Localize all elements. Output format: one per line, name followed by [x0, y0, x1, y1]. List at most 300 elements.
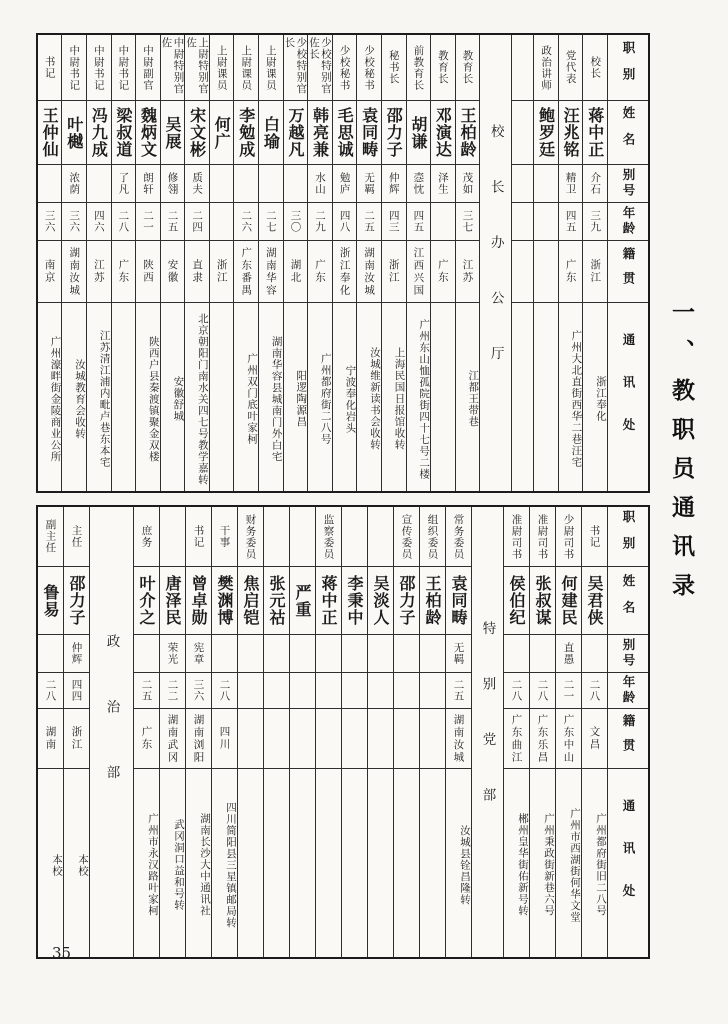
origin-cell: 广东 [431, 241, 455, 303]
address-cell [238, 769, 263, 957]
address-cell: 北京朝阳门南水关四七号教学嘉转 [196, 312, 209, 486]
address-cell: 广州双门底叶家柯 [246, 353, 259, 445]
name-cell: 邵力子 [382, 101, 406, 165]
age-cell: 二五 [446, 673, 471, 709]
address-cell: 上海民国日报馆收转 [393, 347, 406, 451]
origin-cell [238, 709, 263, 769]
name-cell: 张叔谋 [530, 567, 555, 635]
record-column [394, 507, 420, 957]
record-column [333, 35, 358, 491]
address-cell [112, 303, 136, 491]
rank-cell: 上尉课员 [210, 35, 234, 101]
group-label: 校长办公厅 [487, 124, 504, 402]
rank-cell: 中尉书记 [62, 35, 86, 101]
name-cell: 魏炳文 [136, 101, 160, 165]
record-column [290, 507, 316, 957]
rank-cell: 书记 [38, 35, 62, 101]
origin-cell: 湖南汝城 [357, 241, 381, 303]
age-cell: 二五 [357, 203, 381, 241]
age-cell [342, 673, 367, 709]
address-cell: 湖南华容县城南门外白宅 [270, 335, 283, 463]
name-cell: 吴君侠 [582, 567, 607, 635]
rank-cell: 少校秘书 [333, 35, 357, 101]
origin-cell: 浙江 [382, 241, 406, 303]
row-header: 职别 [608, 507, 648, 567]
address-cell: 广州都府街二八号 [319, 353, 332, 445]
alias-cell: 仲辉 [382, 165, 406, 203]
record-column [185, 35, 210, 491]
record-column [534, 35, 559, 491]
rank-cell: 中尉副官 [136, 35, 160, 101]
origin-cell: 广东 [134, 709, 159, 769]
age-cell [368, 673, 393, 709]
age-cell [210, 203, 234, 241]
record-column [264, 507, 290, 957]
address-cell [394, 769, 419, 957]
name-cell: 李秉中 [342, 567, 367, 635]
name-cell: 鲁易 [38, 567, 63, 635]
rank-cell: 少校特别官长 [284, 35, 308, 101]
origin-cell [368, 709, 393, 769]
alias-cell [87, 165, 111, 203]
rank-cell: 监察委员 [316, 507, 341, 567]
name-cell: 白瑜 [259, 101, 283, 165]
age-cell [394, 673, 419, 709]
origin-cell: 浙江 [583, 241, 607, 303]
age-cell: 二八 [38, 673, 63, 709]
address-cell: 本校 [77, 853, 89, 877]
address-cell [342, 769, 367, 957]
page-number: 35 [52, 944, 72, 962]
age-cell: 三七 [456, 203, 480, 241]
age-cell: 二八 [582, 673, 607, 709]
address-cell: 广州市永汉路叶家柯 [147, 813, 159, 917]
name-cell: 汪兆铭 [559, 101, 583, 165]
rank-cell: 准尉司书 [504, 507, 529, 567]
record-column [556, 507, 582, 957]
record-column [64, 507, 90, 957]
age-cell: 二八 [212, 673, 237, 709]
origin-cell: 广东番禺 [234, 241, 258, 303]
age-cell: 二一 [136, 203, 160, 241]
origin-cell: 直隶 [185, 241, 209, 303]
name-cell: 宋文彬 [185, 101, 209, 165]
age-cell: 二四 [185, 203, 209, 241]
alias-cell [534, 165, 558, 203]
name-cell: 樊渊博 [212, 567, 237, 635]
rank-cell: 庶务 [134, 507, 159, 567]
alias-cell: 泽生 [431, 165, 455, 203]
group-label-column [480, 35, 512, 491]
row-header-column [608, 35, 648, 491]
rank-cell: 上尉课员 [259, 35, 283, 101]
alias-cell [530, 635, 555, 673]
record-column [368, 507, 394, 957]
alias-cell: 荣光 [160, 635, 185, 673]
alias-cell [368, 635, 393, 673]
alias-cell [394, 635, 419, 673]
name-cell: 吴淡人 [368, 567, 393, 635]
age-cell [420, 673, 445, 709]
rank-cell: 中尉特别官佐 [161, 35, 185, 101]
origin-cell: 湖南 [38, 709, 63, 769]
address-cell: 四川简阳县三星镇邮局转 [225, 801, 237, 929]
age-cell: 四八 [333, 203, 357, 241]
rank-cell: 中尉书记 [87, 35, 111, 101]
age-cell: 四六 [87, 203, 111, 241]
row-header: 别号 [608, 635, 648, 673]
rank-cell [342, 507, 367, 567]
origin-cell: 湖南汝城 [62, 241, 86, 303]
age-cell: 二七 [259, 203, 283, 241]
record-column [504, 507, 530, 957]
rank-cell [290, 507, 315, 567]
rank-cell: 政治讲师 [534, 35, 558, 101]
origin-cell: 广东 [308, 241, 332, 303]
age-cell: 二八 [112, 203, 136, 241]
address-cell [534, 303, 558, 491]
alias-cell [134, 635, 159, 673]
record-column [420, 507, 446, 957]
rank-cell [368, 507, 393, 567]
record-column [161, 35, 186, 491]
rank-cell: 干事 [212, 507, 237, 567]
age-cell: 三六 [62, 203, 86, 241]
rank-cell: 常务委员 [446, 507, 471, 567]
record-column [582, 507, 608, 957]
alias-cell: 介石 [583, 165, 607, 203]
record-column [87, 35, 112, 491]
alias-cell [238, 635, 263, 673]
address-cell [210, 303, 234, 491]
record-column [342, 507, 368, 957]
group-label-column [472, 507, 504, 957]
row-header: 姓名 [608, 101, 648, 165]
rank-cell: 教育长 [431, 35, 455, 101]
alias-cell [504, 635, 529, 673]
address-cell: 广州大北直街西华二巷汪宅 [570, 330, 583, 468]
age-cell [316, 673, 341, 709]
record-column [62, 35, 87, 491]
rank-cell: 组织委员 [420, 507, 445, 567]
age-cell: 二五 [161, 203, 185, 241]
rank-cell: 主任 [64, 507, 89, 567]
name-cell: 张元祜 [264, 567, 289, 635]
name-cell: 曾卓勋 [186, 567, 211, 635]
alias-cell [259, 165, 283, 203]
origin-cell: 浙江 [210, 241, 234, 303]
alias-cell: 勉庐 [333, 165, 357, 203]
age-cell: 四三 [382, 203, 406, 241]
alias-cell [342, 635, 367, 673]
address-cell: 汝城教育会收转 [74, 358, 87, 440]
rank-cell: 党代表 [559, 35, 583, 101]
alias-cell: 精卫 [559, 165, 583, 203]
record-column [210, 35, 235, 491]
blank-column [512, 35, 534, 491]
alias-cell: 修翎 [161, 165, 185, 203]
name-cell: 袁同畴 [446, 567, 471, 635]
record-column [357, 35, 382, 491]
address-cell: 广州都府街旧二八号 [595, 813, 607, 917]
origin-cell: 江西兴国 [407, 241, 431, 303]
origin-cell: 广东中山 [556, 709, 581, 769]
age-cell: 二八 [530, 673, 555, 709]
origin-cell: 广东 [559, 241, 583, 303]
record-column [136, 35, 161, 491]
age-cell: 四五 [559, 203, 583, 241]
origin-cell [264, 709, 289, 769]
record-column [284, 35, 309, 491]
age-cell [534, 203, 558, 241]
origin-cell [394, 709, 419, 769]
rank-cell: 书记 [186, 507, 211, 567]
alias-cell: 直愚 [556, 635, 581, 673]
row-header: 通讯处 [621, 333, 636, 461]
address-cell: 郴州皇华街佑新号转 [517, 813, 529, 917]
rank-cell: 宣传委员 [394, 507, 419, 567]
alias-cell [582, 635, 607, 673]
origin-cell: 广东乐昌 [530, 709, 555, 769]
name-cell: 邵力子 [64, 567, 89, 635]
address-cell: 江都王带巷 [467, 370, 480, 428]
address-cell [431, 303, 455, 491]
alias-cell [212, 635, 237, 673]
record-column [559, 35, 584, 491]
record-column [134, 507, 160, 957]
rank-cell: 秘书长 [382, 35, 406, 101]
record-column [456, 35, 481, 491]
row-header: 年龄 [608, 203, 648, 241]
address-cell: 广州濠畔街金陵商业公所 [49, 335, 62, 463]
origin-cell [290, 709, 315, 769]
name-cell: 叶樾 [62, 101, 86, 165]
rank-cell: 书记 [582, 507, 607, 567]
rank-cell: 少校特别官佐长 [308, 35, 332, 101]
address-cell: 阳逻陶源昌 [295, 370, 308, 428]
name-cell: 胡谦 [407, 101, 431, 165]
origin-cell: 湖南华容 [259, 241, 283, 303]
address-cell [290, 769, 315, 957]
name-cell: 叶介之 [134, 567, 159, 635]
name-cell: 袁同畴 [357, 101, 381, 165]
alias-cell [290, 635, 315, 673]
origin-cell: 江苏 [456, 241, 480, 303]
origin-cell: 湖南浏阳 [186, 709, 211, 769]
age-cell: 二五 [134, 673, 159, 709]
address-cell: 汝城县铨昌隆转 [459, 824, 471, 906]
alias-cell: 朗轩 [136, 165, 160, 203]
alias-cell [284, 165, 308, 203]
name-cell: 王柏龄 [456, 101, 480, 165]
address-cell [316, 769, 341, 957]
name-cell: 严重 [290, 567, 315, 635]
name-cell: 侯伯纪 [504, 567, 529, 635]
alias-cell [38, 635, 63, 673]
name-cell: 韩亮兼 [308, 101, 332, 165]
age-cell: 三九 [583, 203, 607, 241]
name-cell: 李勉成 [234, 101, 258, 165]
alias-cell: 仲辉 [64, 635, 89, 673]
origin-cell: 文昌 [582, 709, 607, 769]
alias-cell [264, 635, 289, 673]
age-cell: 二九 [308, 203, 332, 241]
name-cell: 鲍罗廷 [534, 101, 558, 165]
name-cell: 蒋中正 [583, 101, 607, 165]
address-cell: 湖南长沙大中通讯社 [199, 813, 211, 917]
row-header: 籍贯 [608, 241, 648, 303]
record-column [212, 507, 238, 957]
group-label: 政治部 [103, 633, 120, 831]
rank-cell: 少校秘书 [357, 35, 381, 101]
origin-cell [342, 709, 367, 769]
address-cell: 江苏清江浦内毗卢巷东本宅 [98, 330, 111, 468]
rank-cell: 少尉司书 [556, 507, 581, 567]
row-header: 籍贯 [608, 709, 648, 769]
name-cell: 王仲仙 [38, 101, 62, 165]
age-cell: 三〇 [284, 203, 308, 241]
address-cell: 本校 [51, 853, 63, 877]
record-column [160, 507, 186, 957]
origin-cell: 广东曲江 [504, 709, 529, 769]
record-column [583, 35, 608, 491]
origin-cell [534, 241, 558, 303]
record-column [407, 35, 432, 491]
age-cell: 四四 [64, 673, 89, 709]
name-cell: 梁叔道 [112, 101, 136, 165]
address-cell [264, 769, 289, 957]
record-column [38, 507, 64, 957]
address-cell [368, 769, 393, 957]
origin-cell: 湖南武冈 [160, 709, 185, 769]
age-cell: 二二 [160, 673, 185, 709]
record-column [316, 507, 342, 957]
row-header: 年龄 [608, 673, 648, 709]
alias-cell: 茂如 [456, 165, 480, 203]
record-column [259, 35, 284, 491]
rank-cell: 财务委员 [238, 507, 263, 567]
age-cell: 三六 [38, 203, 62, 241]
staff-table-party-political [36, 505, 650, 959]
name-cell: 何广 [210, 101, 234, 165]
alias-cell: 了凡 [112, 165, 136, 203]
row-header: 别号 [608, 165, 648, 203]
record-column [186, 507, 212, 957]
address-cell: 安徽舒城 [172, 376, 185, 422]
record-column [431, 35, 456, 491]
name-cell: 蒋中正 [316, 567, 341, 635]
name-cell: 焦启铠 [238, 567, 263, 635]
address-cell: 陕西户县秦渡镇聚金双楼 [147, 335, 160, 463]
age-cell: 二六 [234, 203, 258, 241]
blank-cell [512, 203, 533, 241]
alias-cell: 浓荫 [62, 165, 86, 203]
address-cell: 广州市西湖街何华文堂 [569, 807, 581, 923]
rank-cell: 校长 [583, 35, 607, 101]
staff-table-principal-office [36, 33, 650, 493]
record-column [446, 507, 472, 957]
alias-cell [234, 165, 258, 203]
alias-cell: 悫忱 [407, 165, 431, 203]
record-column [112, 35, 137, 491]
record-column [238, 507, 264, 957]
alias-cell [316, 635, 341, 673]
blank-cell [512, 241, 533, 303]
blank-cell [512, 35, 533, 101]
record-column [530, 507, 556, 957]
address-cell: 武冈洞口益和号转 [173, 819, 185, 911]
origin-cell: 四川 [212, 709, 237, 769]
rank-cell: 中尉书记 [112, 35, 136, 101]
origin-cell: 南京 [38, 241, 62, 303]
age-cell [431, 203, 455, 241]
rank-cell [160, 507, 185, 567]
blank-cell [512, 303, 533, 491]
age-cell [290, 673, 315, 709]
origin-cell: 浙江 [64, 709, 89, 769]
address-cell: 浙江奉化 [595, 376, 607, 422]
origin-cell [316, 709, 341, 769]
blank-cell [512, 101, 533, 165]
name-cell: 毛思诚 [333, 101, 357, 165]
row-header: 通讯处 [621, 799, 636, 927]
rank-cell: 前教育长 [407, 35, 431, 101]
origin-cell: 广东 [112, 241, 136, 303]
age-cell: 四五 [407, 203, 431, 241]
alias-cell [38, 165, 62, 203]
origin-cell: 陕西 [136, 241, 160, 303]
origin-cell: 湖北 [284, 241, 308, 303]
alias-cell: 无羁 [357, 165, 381, 203]
age-cell: 二一 [556, 673, 581, 709]
alias-cell: 质夫 [185, 165, 209, 203]
record-column [234, 35, 259, 491]
origin-cell: 浙江奉化 [333, 241, 357, 303]
name-cell: 唐泽民 [160, 567, 185, 635]
record-column [308, 35, 333, 491]
alias-cell [420, 635, 445, 673]
name-cell: 邓演达 [431, 101, 455, 165]
age-cell: 二八 [504, 673, 529, 709]
age-cell: 三六 [186, 673, 211, 709]
record-column [382, 35, 407, 491]
alias-cell: 无羁 [446, 635, 471, 673]
section-title-vertical: 一、教职员通讯录 [668, 300, 694, 612]
address-cell [420, 769, 445, 957]
address-cell: 广州东山恤孤院街四十七号二楼 [418, 318, 431, 480]
address-cell: 广州秉政街新巷六号 [543, 813, 555, 917]
age-cell [238, 673, 263, 709]
alias-cell: 宪章 [186, 635, 211, 673]
rank-cell: 上尉课员 [234, 35, 258, 101]
group-label-column [90, 507, 134, 957]
origin-cell: 安徽 [161, 241, 185, 303]
rank-cell: 副主任 [38, 507, 63, 567]
origin-cell [420, 709, 445, 769]
rank-cell: 上尉特别官佐 [185, 35, 209, 101]
name-cell: 邵力子 [394, 567, 419, 635]
blank-cell [512, 165, 533, 203]
group-label: 特别党部 [479, 621, 496, 843]
age-cell [264, 673, 289, 709]
rank-cell: 准尉司书 [530, 507, 555, 567]
origin-cell: 江苏 [87, 241, 111, 303]
row-header-column [608, 507, 648, 957]
address-cell: 汝城维新读书会收转 [368, 347, 381, 451]
name-cell: 吴展 [161, 101, 185, 165]
alias-cell: 水山 [308, 165, 332, 203]
alias-cell [210, 165, 234, 203]
